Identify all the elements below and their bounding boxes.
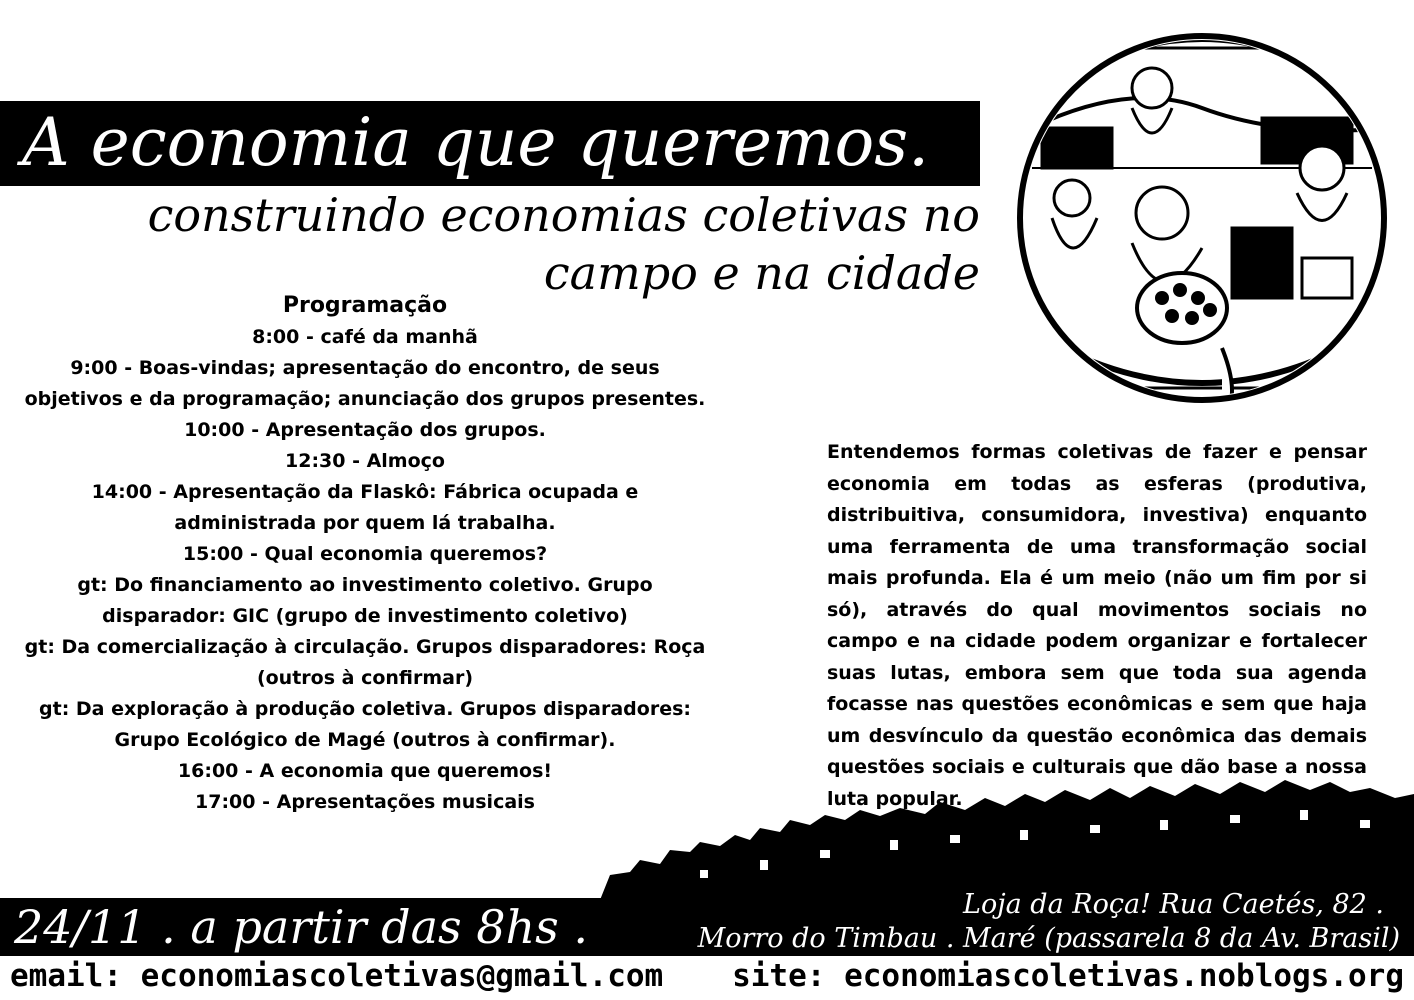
schedule-item: gt: Da exploração à produção coletiva. Grupos disparadores: Grupo Ecológico de Magé (outros à confirmar). <box>39 698 691 751</box>
schedule-item: 10:00 - Apresentação dos grupos. <box>184 419 546 441</box>
schedule-item: 12:30 - Almoço <box>285 450 445 472</box>
contact-email: email: economiascoletivas@gmail.com <box>10 958 664 994</box>
event-date: 24/11 . a partir das 8hs . <box>14 900 588 954</box>
page-title: A economia que queremos. <box>22 104 930 181</box>
city-skyline <box>0 780 1414 900</box>
schedule-item: gt: Da comercialização à circulação. Grupos disparadores: Roça (outros à confirmar) <box>24 636 706 689</box>
schedule-item: 16:00 - A economia que queremos! <box>177 760 553 782</box>
circular-illustration <box>1002 18 1402 438</box>
schedule-item: 15:00 - Qual economia queremos? <box>182 543 548 565</box>
event-address-line-1: Loja da Roça! Rua Caetés, 82 . <box>963 889 1384 920</box>
schedule <box>20 290 710 818</box>
schedule-item: 17:00 - Apresentações musicais <box>195 791 535 813</box>
schedule-title: Programação <box>282 293 448 318</box>
schedule-item: 14:00 - Apresentação da Flaskô: Fábrica ocupada e administrada por quem lá trabalha. <box>91 481 639 534</box>
page-subtitle <box>80 186 980 302</box>
schedule-item: 9:00 - Boas-vindas; apresentação do encontro, de seus objetivos e da programação; anunciação dos grupos presentes. <box>24 357 706 410</box>
subtitle-line-2: campo e na cidade <box>543 246 980 300</box>
schedule-item: gt: Do financiamento ao investimento coletivo. Grupo disparador: GIC (grupo de investimento coletivo) <box>77 574 653 627</box>
contact-line <box>10 956 1404 996</box>
contact-site: site: economiascoletivas.noblogs.org <box>732 958 1404 994</box>
schedule-item: 8:00 - café da manhã <box>252 326 478 348</box>
subtitle-line-1: construindo economias coletivas no <box>147 188 980 242</box>
event-address-line-2: Morro do Timbau . Maré (passarela 8 da Av. Brasil) <box>697 923 1400 954</box>
description-paragraph: Entendemos formas coletivas de fazer e pensar economia em todas as esferas (produtiva, distribuitiva, consumidora, investiva) enquanto uma ferramenta de uma transformação social mais profunda. Ela é um meio (não um fim por si só), através do qual movimentos sociais no campo e na cidade podem organizar e fortalecer suas lutas, embora sem que toda sua agenda focasse nas questões econômicas e sem que haja um desvínculo da questão econômica das demais questões sociais e culturais que dão base a nossa luta popular. <box>827 441 1367 810</box>
